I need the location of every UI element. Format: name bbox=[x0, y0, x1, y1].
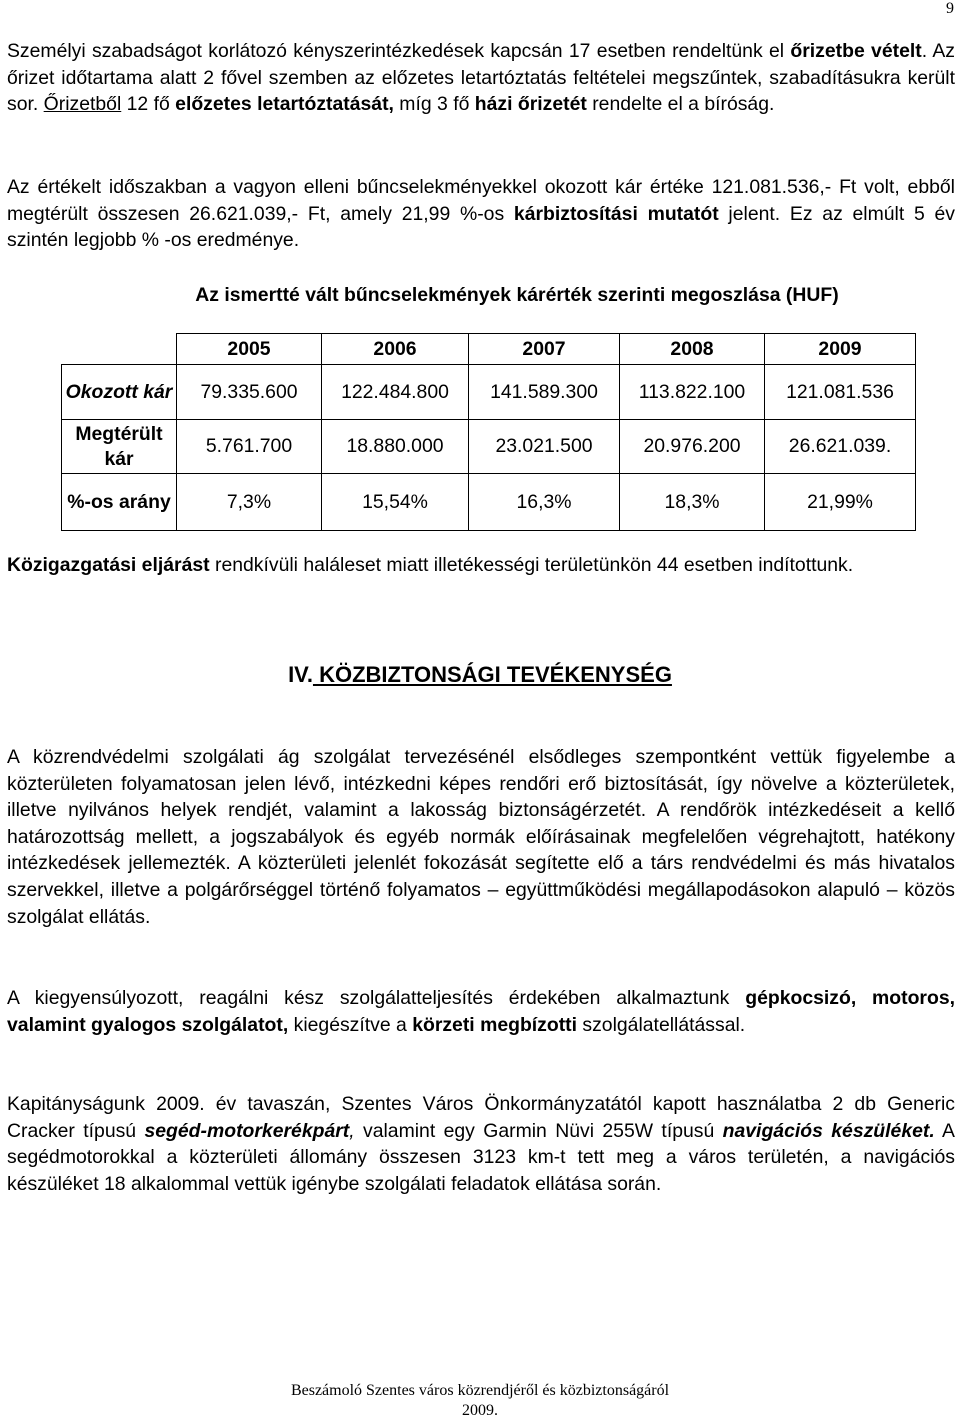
table-title: Az ismertté vált bűncselekmények kárérték szerinti megoszlása (HUF) bbox=[195, 284, 839, 306]
text: valamint egy Garmin Nüvi 255W típusú bbox=[354, 1119, 723, 1142]
italic-text: , bbox=[349, 1119, 355, 1142]
row-label: Megtérült kár bbox=[62, 420, 177, 474]
footer-year: 2009. bbox=[462, 1402, 498, 1419]
table-cell: 23.021.500 bbox=[469, 420, 620, 474]
text: Személyi szabadságot korlátozó kényszerintézkedések kapcsán 17 esetben rendeltünk el bbox=[7, 40, 791, 62]
text: 12 fő bbox=[121, 93, 176, 116]
table-row bbox=[62, 474, 916, 531]
section-number: IV. bbox=[288, 662, 313, 687]
text: rendelte el a bíróság. bbox=[586, 93, 775, 116]
text: míg 3 fő bbox=[393, 93, 475, 116]
bold-term: őrizetbe vételt bbox=[790, 40, 922, 62]
table-row bbox=[62, 420, 916, 474]
page-number: 9 bbox=[946, 0, 954, 17]
text: rendkívüli haláleset miatt illetékességi területünkön 44 esetben indítottunk. bbox=[209, 554, 854, 576]
section-heading bbox=[0, 660, 960, 690]
paragraph-service bbox=[7, 985, 955, 1038]
table-cell: 141.589.300 bbox=[469, 365, 620, 420]
paragraph-public-order: A közrendvédelmi szolgálati ág szolgálat tervezésénél elsődleges szempontként vettük figyelembe a közterületen folyamatosan jelen lévő, intézkedni képes rendőri erő biztosítását, így növelve a közterületek, illetve nyilvános helyek rendjét, valamint a lakosság biztonságérzetét. A rendőrök intézkedéseit a kellő határozottság mellett, a jogszabályok és egyéb normák előírásainak megfelelően végrehajtott, hatékony intézkedések jellemezték. A közterületi jelenlét fokozását segítette elő a társ rendvédelmi és más hivatalos szervekkel, illetve a polgárőrséggel történő folyamatos – együttműködési megállapodásokon alapuló – közös szolgálat ellátás. bbox=[7, 746, 955, 928]
underlined-term: Őrizetből bbox=[43, 93, 122, 116]
text: szolgálatellátással. bbox=[577, 1013, 746, 1036]
bold-term: gépkocsizó, motoros, valamint gyalogos szolgálatot, bbox=[7, 987, 955, 1036]
table-cell: 18,3% bbox=[620, 474, 765, 531]
year-header: 2005 bbox=[177, 334, 322, 365]
text: . Az őrizet időtartama alatt 2 fővel szemben az előzetes letartóztatás feltételei megszűntek, szabadításukra került sor. bbox=[7, 40, 955, 116]
text: kiegészítve a bbox=[288, 1013, 413, 1036]
bold-term: körzeti megbízotti bbox=[412, 1013, 578, 1036]
table-cell: 5.761.700 bbox=[177, 420, 322, 474]
bold-term: házi őrizetét bbox=[474, 93, 587, 116]
table-cell: 18.880.000 bbox=[322, 420, 469, 474]
footer bbox=[0, 1381, 960, 1421]
paragraph-admin bbox=[7, 552, 955, 579]
table-cell: 122.484.800 bbox=[322, 365, 469, 420]
table-row bbox=[62, 365, 916, 420]
table-cell: 26.621.039. bbox=[765, 420, 916, 474]
table-corner bbox=[62, 334, 177, 365]
paragraph-detention bbox=[7, 38, 955, 118]
year-header: 2006 bbox=[322, 334, 469, 365]
section-title: KÖZBIZTONSÁGI TEVÉKENYSÉG bbox=[312, 662, 672, 687]
table-cell: 121.081.536 bbox=[765, 365, 916, 420]
table-cell: 7,3% bbox=[177, 474, 322, 531]
table-cell: 16,3% bbox=[469, 474, 620, 531]
year-header: 2007 bbox=[469, 334, 620, 365]
table-cell: 15,54% bbox=[322, 474, 469, 531]
text: A kiegyensúlyozott, reagálni kész szolgálatteljesítés érdekében alkalmaztunk bbox=[7, 987, 746, 1009]
text: jelent. Ez az elmúlt 5 év szintén legjobb % -os eredménye. bbox=[7, 202, 955, 252]
text: A segédmotorokkal a közterületi állomány összesen 3123 km-t tett meg a város területén, a navigációs készüléket 18 alkalommal vettük igénybe szolgálati feladatok ellátása során. bbox=[7, 1119, 955, 1195]
table-header-row bbox=[62, 334, 916, 365]
paragraph-damage bbox=[7, 174, 955, 254]
bold-italic-term: segéd-motorkerékpárt bbox=[144, 1119, 350, 1142]
bold-term: Közigazgatási eljárást bbox=[7, 554, 210, 576]
row-label: Okozott kár bbox=[62, 365, 177, 420]
text: Kapitányságunk 2009. év tavaszán, Szentes Város Önkormányzatától kapott használatba 2 db Generic Cracker típusú bbox=[7, 1093, 955, 1142]
table-cell: 20.976.200 bbox=[620, 420, 765, 474]
year-header: 2008 bbox=[620, 334, 765, 365]
bold-term: kárbiztosítási mutatót bbox=[513, 202, 719, 225]
footer-title: Beszámoló Szentes város közrendjéről és közbiztonságáról bbox=[290, 1382, 670, 1399]
text: Az értékelt időszakban a vagyon elleni bűncselekményekkel okozott kár értéke 121.081.536,- Ft volt, ebből megtérült összesen 26.621.039,- Ft, amely 21,99 %-os bbox=[7, 176, 955, 225]
bold-italic-term: navigációs készüléket. bbox=[722, 1119, 935, 1142]
table-cell: 113.822.100 bbox=[620, 365, 765, 420]
table-cell: 79.335.600 bbox=[177, 365, 322, 420]
year-header: 2009 bbox=[765, 334, 916, 365]
table-cell: 21,99% bbox=[765, 474, 916, 531]
bold-term: előzetes letartóztatását, bbox=[175, 93, 394, 116]
row-label: %-os arány bbox=[62, 474, 177, 531]
damage-table bbox=[61, 333, 916, 531]
paragraph-equipment bbox=[7, 1091, 955, 1197]
